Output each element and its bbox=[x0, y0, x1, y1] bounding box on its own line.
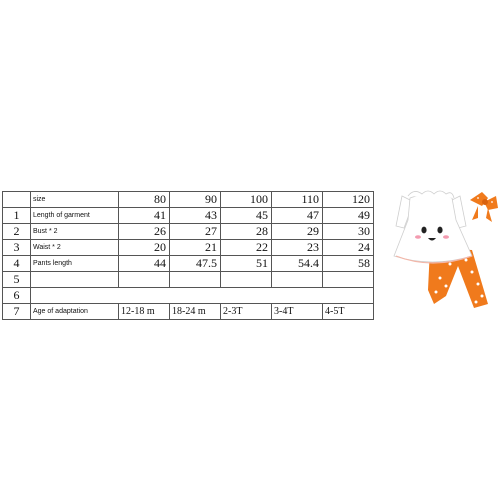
table-cell: 26 bbox=[119, 224, 170, 240]
table-cell bbox=[272, 272, 323, 288]
table-cell: 44 bbox=[119, 256, 170, 272]
table-cell: 29 bbox=[272, 224, 323, 240]
table-cell: 18-24 m bbox=[170, 304, 221, 320]
table-row bbox=[3, 224, 374, 240]
table-row bbox=[3, 272, 374, 288]
size-100: 100 bbox=[221, 192, 272, 208]
row-label: Length of garment bbox=[31, 208, 119, 224]
table-cell: 23 bbox=[272, 240, 323, 256]
size-80: 80 bbox=[119, 192, 170, 208]
table-cell bbox=[119, 272, 170, 288]
size-110: 110 bbox=[272, 192, 323, 208]
ghost-dress-outfit-icon bbox=[388, 186, 500, 311]
table-cell: 43 bbox=[170, 208, 221, 224]
headband-bow bbox=[470, 192, 498, 222]
row-index: 5 bbox=[3, 272, 31, 288]
table-cell: 58 bbox=[323, 256, 374, 272]
table-cell: 28 bbox=[221, 224, 272, 240]
table-cell: 2-3T bbox=[221, 304, 272, 320]
table-cell bbox=[221, 272, 272, 288]
header-index-cell bbox=[3, 192, 31, 208]
table-cell: 20 bbox=[119, 240, 170, 256]
header-row bbox=[3, 192, 374, 208]
table-row bbox=[3, 240, 374, 256]
table-cell: 49 bbox=[323, 208, 374, 224]
table-cell: 12-18 m bbox=[119, 304, 170, 320]
product-photo bbox=[388, 186, 500, 311]
row-label: Bust * 2 bbox=[31, 224, 119, 240]
table-cell: 45 bbox=[221, 208, 272, 224]
table-cell: 54.4 bbox=[272, 256, 323, 272]
row-index: 1 bbox=[3, 208, 31, 224]
size-chart-table bbox=[2, 191, 374, 320]
row-label: Pants length bbox=[31, 256, 119, 272]
table-cell: 22 bbox=[221, 240, 272, 256]
row-label bbox=[31, 272, 119, 288]
table-cell bbox=[170, 272, 221, 288]
row-index: 3 bbox=[3, 240, 31, 256]
table-cell: 30 bbox=[323, 224, 374, 240]
size-120: 120 bbox=[323, 192, 374, 208]
table-cell bbox=[323, 272, 374, 288]
row-index: 7 bbox=[3, 304, 31, 320]
table-cell: 51 bbox=[221, 256, 272, 272]
table-row bbox=[3, 288, 374, 304]
table-cell: 41 bbox=[119, 208, 170, 224]
row-label: Waist * 2 bbox=[31, 240, 119, 256]
table-row bbox=[3, 304, 374, 320]
row-label: Age of adaptation bbox=[31, 304, 119, 320]
row-index: 6 bbox=[3, 288, 31, 304]
table-row bbox=[3, 208, 374, 224]
row-index: 4 bbox=[3, 256, 31, 272]
table-row bbox=[3, 256, 374, 272]
row-label-merged bbox=[31, 288, 374, 304]
table-cell: 21 bbox=[170, 240, 221, 256]
table-cell: 47 bbox=[272, 208, 323, 224]
size-label: size bbox=[31, 192, 119, 208]
size-90: 90 bbox=[170, 192, 221, 208]
dress bbox=[394, 191, 472, 263]
row-index: 2 bbox=[3, 224, 31, 240]
table-cell: 3-4T bbox=[272, 304, 323, 320]
table-cell: 4-5T bbox=[323, 304, 374, 320]
table-cell: 27 bbox=[170, 224, 221, 240]
table-cell: 47.5 bbox=[170, 256, 221, 272]
table-cell: 24 bbox=[323, 240, 374, 256]
